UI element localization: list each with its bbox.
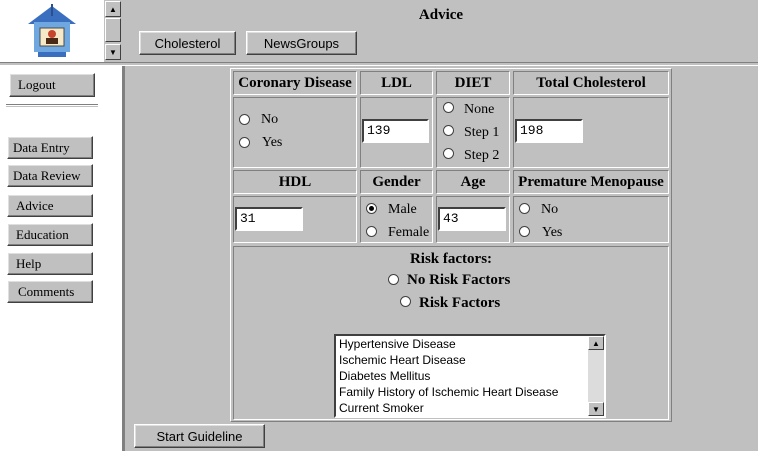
list-item[interactable]: Family History of Ischemic Heart Disease xyxy=(339,385,559,399)
menopause-yes-radio[interactable] xyxy=(519,226,530,237)
no-risk-factors-radio[interactable] xyxy=(388,274,399,285)
header-premature-menopause: Premature Menopause xyxy=(513,170,669,194)
diet-step2-radio[interactable] xyxy=(443,148,454,159)
scroll-down-icon[interactable]: ▼ xyxy=(588,402,604,416)
list-item[interactable]: Diabetes Mellitus xyxy=(339,369,431,383)
listbox-scrollbar[interactable] xyxy=(588,336,604,416)
gender-male-label: Male xyxy=(388,202,417,217)
coronary-yes-radio[interactable] xyxy=(239,137,250,148)
list-item[interactable]: Ischemic Heart Disease xyxy=(339,353,466,367)
header-gender: Gender xyxy=(360,170,433,194)
menopause-no-radio[interactable] xyxy=(519,203,530,214)
risk-factors-label: Risk Factors xyxy=(419,295,501,311)
page-title: Advice xyxy=(418,7,464,23)
header-frame xyxy=(124,0,758,62)
scroll-down-icon[interactable]: ▼ xyxy=(105,44,121,60)
start-guideline-button[interactable]: Start Guideline xyxy=(134,424,265,448)
menopause-cell xyxy=(513,196,669,243)
list-item[interactable]: Hypertensive Disease xyxy=(339,337,456,351)
logo-scrollbar[interactable] xyxy=(104,0,122,62)
coronary-yes-label: Yes xyxy=(262,135,283,150)
logo-frame xyxy=(0,0,104,62)
risk-factors-title: Risk factors: xyxy=(409,251,493,267)
diet-step1-label: Step 1 xyxy=(464,125,500,140)
header-coronary-disease: Coronary Disease xyxy=(233,71,357,95)
menopause-yes-label: Yes xyxy=(542,225,563,240)
ldl-input[interactable]: 139 xyxy=(362,119,429,143)
header-total-cholesterol: Total Cholesterol xyxy=(513,71,669,95)
diet-step2-label: Step 2 xyxy=(464,148,500,163)
header-diet: DIET xyxy=(436,71,510,95)
gender-male-radio[interactable] xyxy=(366,203,377,214)
logout-button[interactable]: Logout xyxy=(9,73,95,97)
diet-none-radio[interactable] xyxy=(443,102,454,113)
nav-comments[interactable]: Comments xyxy=(7,280,93,303)
hdl-input[interactable]: 31 xyxy=(235,207,303,231)
app-logo xyxy=(26,4,78,58)
age-input[interactable]: 43 xyxy=(438,207,506,231)
header-hdl: HDL xyxy=(233,170,357,194)
tab-newsgroups[interactable]: NewsGroups xyxy=(246,31,357,55)
nav-divider xyxy=(6,104,98,107)
list-item[interactable]: Current Smoker xyxy=(339,401,424,415)
header-age: Age xyxy=(436,170,510,194)
diet-none-label: None xyxy=(464,102,495,117)
risk-factors-listbox[interactable] xyxy=(334,334,606,418)
nav-help[interactable]: Help xyxy=(7,252,93,275)
nav-data-entry[interactable]: Data Entry xyxy=(7,136,93,159)
header-ldl: LDL xyxy=(360,71,433,95)
total-cholesterol-input[interactable]: 198 xyxy=(515,119,583,143)
nav-data-review[interactable]: Data Review xyxy=(7,164,93,187)
gender-female-label: Female xyxy=(388,225,430,240)
nav-advice[interactable]: Advice xyxy=(7,194,93,217)
nav-education[interactable]: Education xyxy=(7,223,93,246)
coronary-cell xyxy=(233,97,357,168)
risk-factors-radio[interactable] xyxy=(400,296,411,307)
coronary-no-label: No xyxy=(261,112,279,127)
scroll-thumb[interactable] xyxy=(105,18,121,42)
scroll-up-icon[interactable]: ▲ xyxy=(105,1,121,17)
coronary-no-radio[interactable] xyxy=(239,114,250,125)
sidebar xyxy=(0,66,122,451)
gender-female-radio[interactable] xyxy=(366,226,377,237)
diet-step1-radio[interactable] xyxy=(443,125,454,136)
tab-cholesterol[interactable]: Cholesterol xyxy=(139,31,236,55)
menopause-no-label: No xyxy=(541,202,559,217)
no-risk-factors-label: No Risk Factors xyxy=(407,272,511,288)
scroll-up-icon[interactable]: ▲ xyxy=(588,336,604,350)
